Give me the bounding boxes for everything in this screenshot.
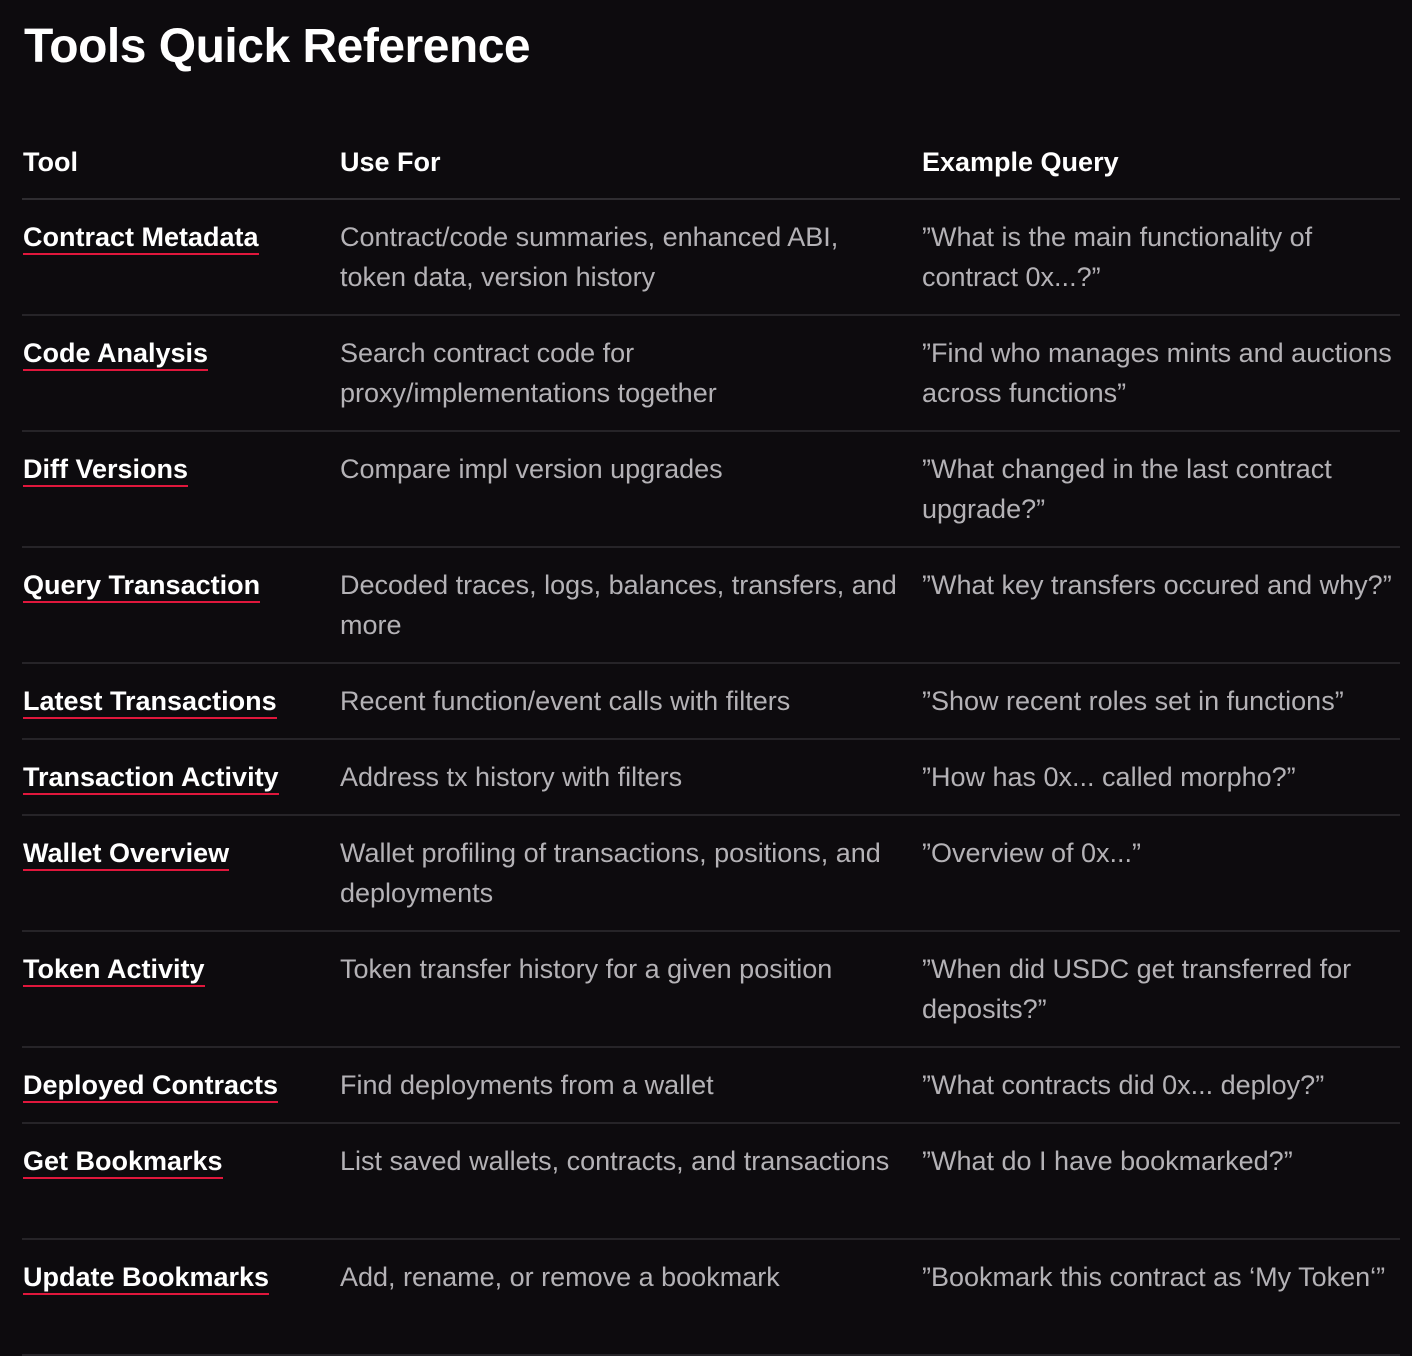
header-row [22, 126, 1400, 199]
example-cell: ”What is the main functionality of contract 0x...?” [921, 199, 1400, 315]
use-for-cell: Recent function/event calls with filters [339, 663, 921, 739]
tool-link-transaction-activity[interactable]: Transaction Activity [23, 762, 279, 795]
table-row [22, 1047, 1400, 1123]
use-for-cell: Find deployments from a wallet [339, 1047, 921, 1123]
use-for-cell: Compare impl version upgrades [339, 431, 921, 547]
table-row [22, 547, 1400, 663]
use-for-cell: Address tx history with filters [339, 739, 921, 815]
header-use-for: Use For [339, 126, 921, 199]
tool-link-contract-metadata[interactable]: Contract Metadata [23, 222, 259, 255]
page-title: Tools Quick Reference [24, 20, 531, 73]
tool-cell [22, 431, 339, 547]
tool-cell [22, 931, 339, 1047]
use-for-cell: List saved wallets, contracts, and transactions [339, 1123, 921, 1239]
table-body [22, 199, 1400, 1355]
table-row [22, 315, 1400, 431]
tool-link-diff-versions[interactable]: Diff Versions [23, 454, 188, 487]
use-for-cell: Search contract code for proxy/implementations together [339, 315, 921, 431]
example-cell: ”Show recent roles set in functions” [921, 663, 1400, 739]
example-cell: ”What do I have bookmarked?” [921, 1123, 1400, 1239]
example-cell: ”How has 0x... called morpho?” [921, 739, 1400, 815]
example-cell: ”Find who manages mints and auctions across functions” [921, 315, 1400, 431]
example-cell: ”Bookmark this contract as ‘My Token‘” [921, 1239, 1400, 1355]
use-for-cell: Wallet profiling of transactions, positions, and deployments [339, 815, 921, 931]
tool-link-deployed-contracts[interactable]: Deployed Contracts [23, 1070, 278, 1103]
tool-cell [22, 199, 339, 315]
tool-link-get-bookmarks[interactable]: Get Bookmarks [23, 1146, 223, 1179]
tool-link-code-analysis[interactable]: Code Analysis [23, 338, 208, 371]
tool-link-update-bookmarks[interactable]: Update Bookmarks [23, 1262, 269, 1295]
tool-cell [22, 663, 339, 739]
tool-cell [22, 739, 339, 815]
tool-cell [22, 1123, 339, 1239]
tool-cell [22, 1047, 339, 1123]
table-row [22, 1123, 1400, 1239]
tool-link-wallet-overview[interactable]: Wallet Overview [23, 838, 229, 871]
example-cell: ”What key transfers occured and why?” [921, 547, 1400, 663]
tool-cell [22, 547, 339, 663]
example-cell: ”What changed in the last contract upgrade?” [921, 431, 1400, 547]
use-for-cell: Add, rename, or remove a bookmark [339, 1239, 921, 1355]
table-row [22, 431, 1400, 547]
table-row [22, 199, 1400, 315]
tool-link-token-activity[interactable]: Token Activity [23, 954, 205, 987]
table-header [22, 126, 1400, 199]
use-for-cell: Token transfer history for a given position [339, 931, 921, 1047]
header-tool: Tool [22, 126, 339, 199]
tool-link-query-transaction[interactable]: Query Transaction [23, 570, 260, 603]
example-cell: ”When did USDC get transferred for deposits?” [921, 931, 1400, 1047]
tool-link-latest-transactions[interactable]: Latest Transactions [23, 686, 277, 719]
tool-cell [22, 315, 339, 431]
table-row [22, 663, 1400, 739]
use-for-cell: Contract/code summaries, enhanced ABI, token data, version history [339, 199, 921, 315]
tools-table [22, 126, 1400, 1356]
table-row [22, 931, 1400, 1047]
table-row [22, 739, 1400, 815]
use-for-cell: Decoded traces, logs, balances, transfers, and more [339, 547, 921, 663]
tool-cell [22, 815, 339, 931]
table-row [22, 815, 1400, 931]
header-example-query: Example Query [921, 126, 1400, 199]
example-cell: ”Overview of 0x...” [921, 815, 1400, 931]
example-cell: ”What contracts did 0x... deploy?” [921, 1047, 1400, 1123]
